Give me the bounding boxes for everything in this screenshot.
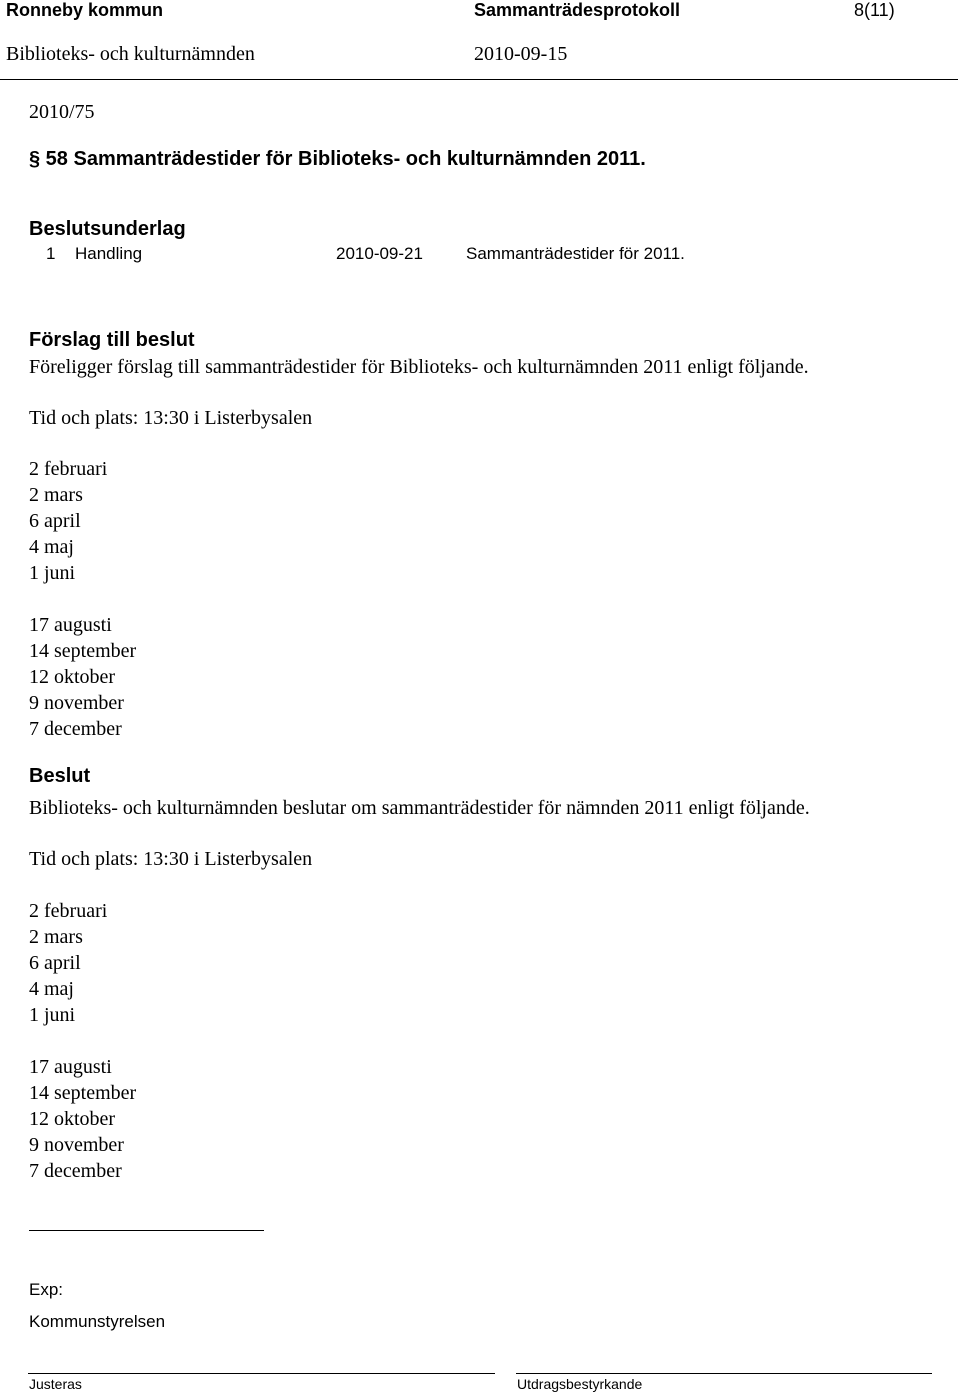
date-item: 1 juni <box>29 562 76 584</box>
date-item: 4 maj <box>29 978 74 1000</box>
date-item: 9 november <box>29 1134 124 1156</box>
beslut-time-place <box>29 848 312 871</box>
header-divider <box>0 79 958 80</box>
beslut-dates-autumn <box>29 1054 136 1184</box>
meeting-place: i Listerbysalen <box>188 848 313 870</box>
footer-divider-left <box>28 1373 495 1374</box>
date-item: 7 december <box>29 718 122 740</box>
meeting-time: 13:30 <box>143 407 189 429</box>
date-item: 14 september <box>29 640 137 662</box>
date-item: 17 augusti <box>29 1056 112 1078</box>
forslag-dates-autumn <box>29 612 136 742</box>
date-item: 7 december <box>29 1160 122 1182</box>
date-item: 2 februari <box>29 458 108 480</box>
date-item: 2 mars <box>29 484 83 506</box>
case-number: 2010/75 <box>29 101 95 123</box>
committee-name: Biblioteks- och kulturnämnden <box>6 43 255 65</box>
date-item: 2 mars <box>29 926 83 948</box>
underlag-heading: Beslutsunderlag <box>29 218 186 240</box>
page-number: 8(11) <box>854 0 895 20</box>
date-item: 6 april <box>29 952 81 974</box>
date-item: 2 februari <box>29 900 108 922</box>
forslag-dates-spring <box>29 456 107 586</box>
footer-justeras: Justeras <box>29 1376 82 1392</box>
underlag-item-date: 2010-09-21 <box>336 244 423 263</box>
meeting-date: 2010-09-15 <box>474 43 568 65</box>
underlag-item-description: Sammanträdestider för 2011. <box>466 244 685 263</box>
distribution-label: Exp: <box>29 1280 64 1299</box>
date-item: 14 september <box>29 1082 137 1104</box>
time-place-label: Tid och plats: <box>29 407 144 429</box>
date-item: 17 augusti <box>29 614 112 636</box>
date-item: 4 maj <box>29 536 74 558</box>
signature-line <box>29 1230 264 1231</box>
date-item: 6 april <box>29 510 81 532</box>
forslag-heading: Förslag till beslut <box>29 329 195 351</box>
distribution-recipient: Kommunstyrelsen <box>29 1312 166 1331</box>
beslut-text: Biblioteks- och kulturnämnden beslutar om sammanträdestider för nämnden 2011 enligt följande. <box>29 797 810 819</box>
date-item: 9 november <box>29 692 124 714</box>
underlag-item-number: 1 <box>46 244 56 263</box>
date-item: 1 juni <box>29 1004 76 1026</box>
footer-utdragsbestyrkande: Utdragsbestyrkande <box>517 1376 643 1392</box>
date-item: 12 oktober <box>29 1108 116 1130</box>
meeting-time: 13:30 <box>143 848 189 870</box>
beslut-dates-spring <box>29 898 107 1028</box>
beslut-heading: Beslut <box>29 765 91 787</box>
section-title: § 58 Sammanträdestider för Biblioteks- och kulturnämnden 2011. <box>29 148 646 170</box>
forslag-time-place <box>29 407 312 430</box>
time-place-label: Tid och plats: <box>29 848 144 870</box>
footer-divider-right <box>516 1373 932 1374</box>
forslag-text: Föreligger förslag till sammanträdestider för Biblioteks- och kulturnämnden 2011 enligt följande. <box>29 356 809 378</box>
underlag-item-type: Handling <box>75 244 143 263</box>
date-item: 12 oktober <box>29 666 116 688</box>
org-name: Ronneby kommun <box>6 0 164 20</box>
meeting-place: i Listerbysalen <box>188 407 313 429</box>
doc-type: Sammanträdesprotokoll <box>474 0 681 20</box>
